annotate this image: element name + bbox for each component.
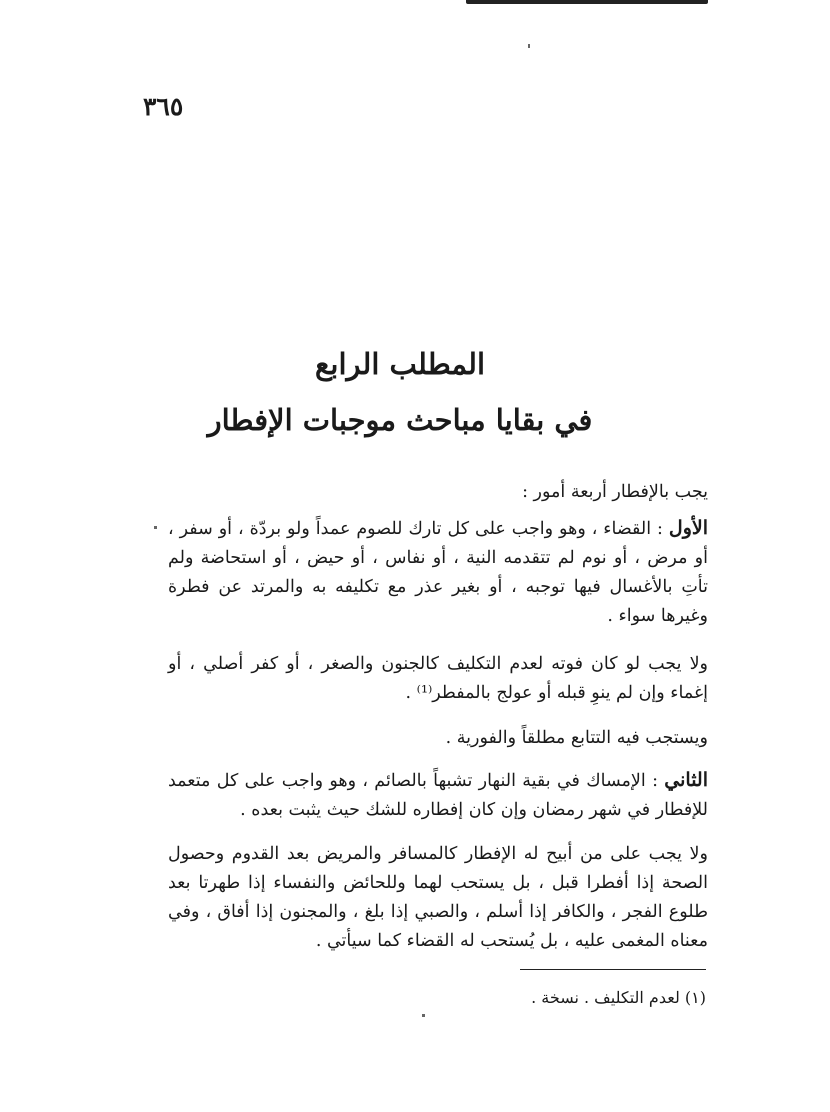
second-exception-text: ولا يجب على من أبيح له الإفطار كالمسافر والمريض بعد القدوم وحصول الصحة إذا أفطرا قبل ، بل يستحب لهما وللحائض والنفساء إذا طهرتا بعد طلوع الفجر ، والكافر إذا أسلم ، والصبي إذا بلغ ، والمجنون إذا أفاق ، وفي معناه المغمى عليه ، بل يُستحب له القضاء كما سيأتي .: [168, 844, 708, 951]
footnote-separator: [520, 969, 706, 970]
second-text: : الإمساك في بقية النهار تشبهاً بالصائم ، وهو واجب على كل متعمد للإفطار في شهر رمضان وإن كان إفطاره للشك حيث يثبت بعده .: [168, 771, 708, 820]
first-lead: الأول: [668, 517, 708, 539]
scan-speck: [528, 44, 530, 48]
top-rule: [466, 0, 708, 4]
intro-text: يجب بالإفطار أربعة أمور :: [522, 482, 708, 502]
scan-speck: [422, 1014, 425, 1017]
first-recommend-paragraph: [168, 724, 708, 753]
second-lead: الثاني: [664, 769, 708, 791]
scan-speck: [154, 526, 157, 529]
first-exception-paragraph: [168, 650, 708, 708]
page-number: ٣٦٥: [143, 92, 184, 121]
second-exception-paragraph: [168, 840, 708, 956]
first-paragraph: [168, 514, 708, 631]
footnote-1: (١) لعدم التكليف . نسخة .: [531, 988, 706, 1007]
chapter-heading: [180, 336, 620, 448]
intro-paragraph: [168, 478, 708, 507]
first-text: : القضاء ، وهو واجب على كل تارك للصوم عمداً ولو بردّة ، أو سفر ، أو مرض ، أو نوم لم تتقدمه النية ، أو نفاس ، أو حيض ، أو استحاضة ولم تأتِ بالأغسال فيها توجبه ، أو بغير عذر مع تكليفه به والمرتد عن فطرة وغيرها سواء .: [168, 519, 708, 626]
first-exception-text: ولا يجب لو كان فوته لعدم التكليف كالجنون والصغر ، أو كفر أصلي ، أو إغماء وإن لم ينوِ قبله أو عولج بالمفطر⁽¹⁾ .: [168, 654, 708, 703]
second-paragraph: [168, 766, 708, 825]
section-subtitle: في بقايا مباحث موجبات الإفطار: [207, 403, 593, 437]
section-title: المطلب الرابع: [314, 347, 486, 381]
first-recommend-text: ويستجب فيه التتابع مطلقاً والفورية .: [445, 728, 708, 748]
